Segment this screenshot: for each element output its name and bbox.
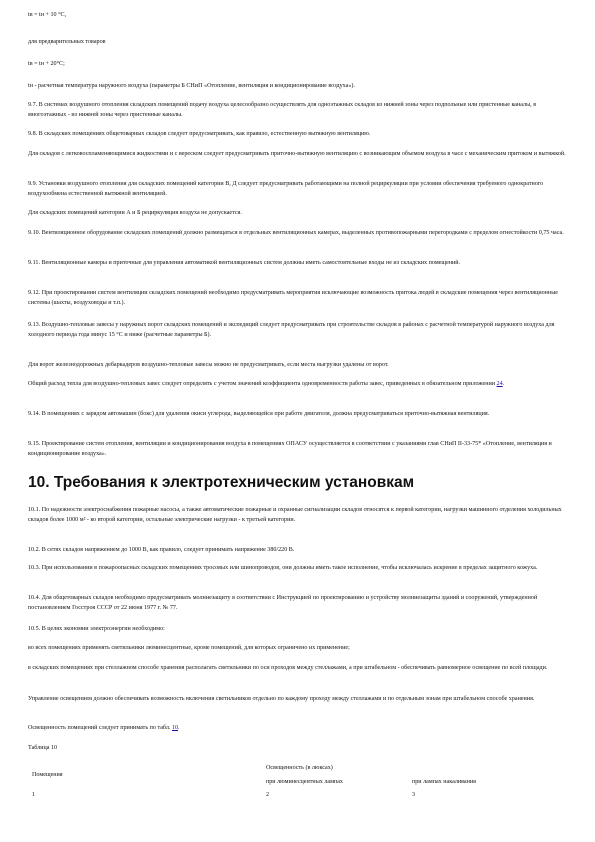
formula-line: tв = tн + 10 °С, (28, 12, 67, 18)
paragraph: 9.11. Вентиляционные камеры и приточные для управления автоматикой вентиляционных систем должны иметь самостоятельные входы не из складских помещений. (28, 260, 461, 266)
paragraph: 9.9. Установки воздушного отопления для складских помещений категории В, Д следует предусматривать работающими на полной рециркуляции при условии обеспечения требуемого однократного воздухообмена естественной вытяжной вентиляцией. (28, 181, 544, 198)
paragraph-text: Общий расход тепла для воздушно-тепловых завес следует определять с учетом значений коэффициента одновременности работы завес, приведенных в обязательном приложении (28, 381, 497, 387)
table-10-link[interactable]: 10 (171, 725, 179, 731)
list-item: в складских помещениях при стеллажном способе хранения располагать светильники по оси проходов между стеллажами, а при штабельном - обеспечивать равномерное освещение по всей площади. (28, 665, 548, 671)
punctuation: . (178, 725, 180, 731)
punctuation: . (502, 381, 505, 387)
paragraph: Для ворот железнодорожных дебаркадеров воздушно-тепловые завесы можно не предусматривать, если места выгрузки удалены от ворот. (28, 362, 389, 368)
table-caption: Таблица 10 (28, 745, 58, 751)
formula-line: tв = tн + 20°С; (28, 61, 65, 67)
paragraph: 9.15. Проектирование систем отопления, вентиляции и кондиционирования воздуха в помещениях ОПАСУ осуществляется в соответствии с указаниями глав СНиП II-33-75* «Отопление, вентиляция и кондиционирование воздуха». (28, 441, 552, 458)
paragraph: 9.8. В складских помещениях общетоварных складов следует предусматривать, как правило, естественную вытяжную вентиляцию. (28, 131, 371, 137)
paragraph: 10.1. По надежности электроснабжения пожарные насосы, а также автоматические пожарные и охранные сигнализации складов относятся к первой категории, нагрузки машинного отделения холодильных складов более 1000 м² - ко второй категории, остальные электрические нагрузки - к третьей категории. (28, 507, 562, 524)
paragraph: 10.5. В целях экономии электроэнергии необходимо: (28, 626, 165, 632)
table-header-fluorescent: при люминесцентных лампах (266, 779, 343, 785)
paragraph: 10.4. Для общетоварных складов необходимо предусматривать молниезащиту в соответствии с Инструкцией по проектированию и устройству молниезащиты зданий и сооружений, утвержденной постановлением Госстроя СССР от 22 июня 1977 г. № 77. (28, 595, 538, 612)
table-header-illumination: Освещенность (в люксах) (266, 765, 333, 771)
paragraph: 9.14. В помещениях с зарядом автомашин (бокс) для удаления окиси углерода, выделяющейся при работе двигателя, должна предусматриваться приточно-вытяжная вентиляция. (28, 411, 490, 417)
section-heading: 10. Требования к электротехническим установкам (28, 474, 415, 491)
paragraph (28, 723, 568, 733)
paragraph: Управление освещением должно обеспечивать возможность включения светильников отдельно по каждому проходу между стеллажами и по отдельным зонам при штабельном способе хранения. (28, 696, 535, 702)
paragraph: Для складов с легковоспламеняющимися жидкостями и с вереском следует предусматривать приточно-вытяжную вентиляцию с возникающим объемом воздуха в часе с механическим притоком и вытяжкой. (28, 151, 566, 157)
paragraph: 10.2. В сетях складов напряжением до 1000 В, как правило, следует принимать напряжение 380/220 В. (28, 547, 295, 553)
table-column-number: 3 (412, 792, 416, 798)
paragraph: 9.7. В системах воздушного отопления складских помещений подачу воздуха целесообразно осуществлять для одноэтажных складов из нижней зоны через подпольные или пристенные каналы, в многоэтажных - из нижней зоны через пристенные каналы. (28, 102, 537, 119)
appendix-24-link[interactable]: 24 (496, 381, 503, 387)
list-item: во всех помещениях применять светильники люминесцентные, кроме помещений, для которых ограничено их применение; (28, 645, 350, 651)
paragraph: 9.10. Вентиляционное оборудование складских помещений должно размещаться в отдельных вентиляционных камерах, выделенных противопожарными перегородками с пределом огнестойкости 0,75 часа. (28, 230, 564, 236)
paragraph (28, 379, 568, 389)
table-header-premises: Помещения (32, 772, 63, 778)
paragraph: 10.3. При использовании в пожароопасных складских помещениях тросовых или шинопроводов, они должны иметь такое исполнение, чтобы исключалась искрение в пределах защитного кожуха. (28, 565, 538, 571)
paragraph-text: Освещенность помещений следует принимать по табл. (28, 725, 172, 731)
paragraph: Для складских помещений категории А и Б рециркуляция воздуха не допускается. (28, 210, 242, 216)
table-header-incandescent: при лампах накаливания (412, 779, 476, 785)
paragraph: tн - расчетная температура наружного воздуха (параметры Б СНиП «Отопление, вентиляция и кондиционирование воздуха»). (28, 83, 355, 89)
paragraph: 9.12. При проектировании систем вентиляции складских помещений необходимо предусматривать мероприятия исключающие возможность притока людей в складские помещения через вентиляционные системы (шахты, воздуховоды и т.п.). (28, 290, 558, 307)
paragraph: для предварительных товаров (28, 39, 106, 45)
table-column-number: 1 (32, 792, 36, 798)
table-column-number: 2 (266, 792, 270, 798)
paragraph: 9.13. Воздушно-тепловые завесы у наружных ворот складских помещений и экспедиций следует предусматривать при строительстве складов в районах с расчетной температурой наружного воздуха для холодного периода года минус 15 °С и ниже (расчетные параметры Б). (28, 322, 555, 339)
